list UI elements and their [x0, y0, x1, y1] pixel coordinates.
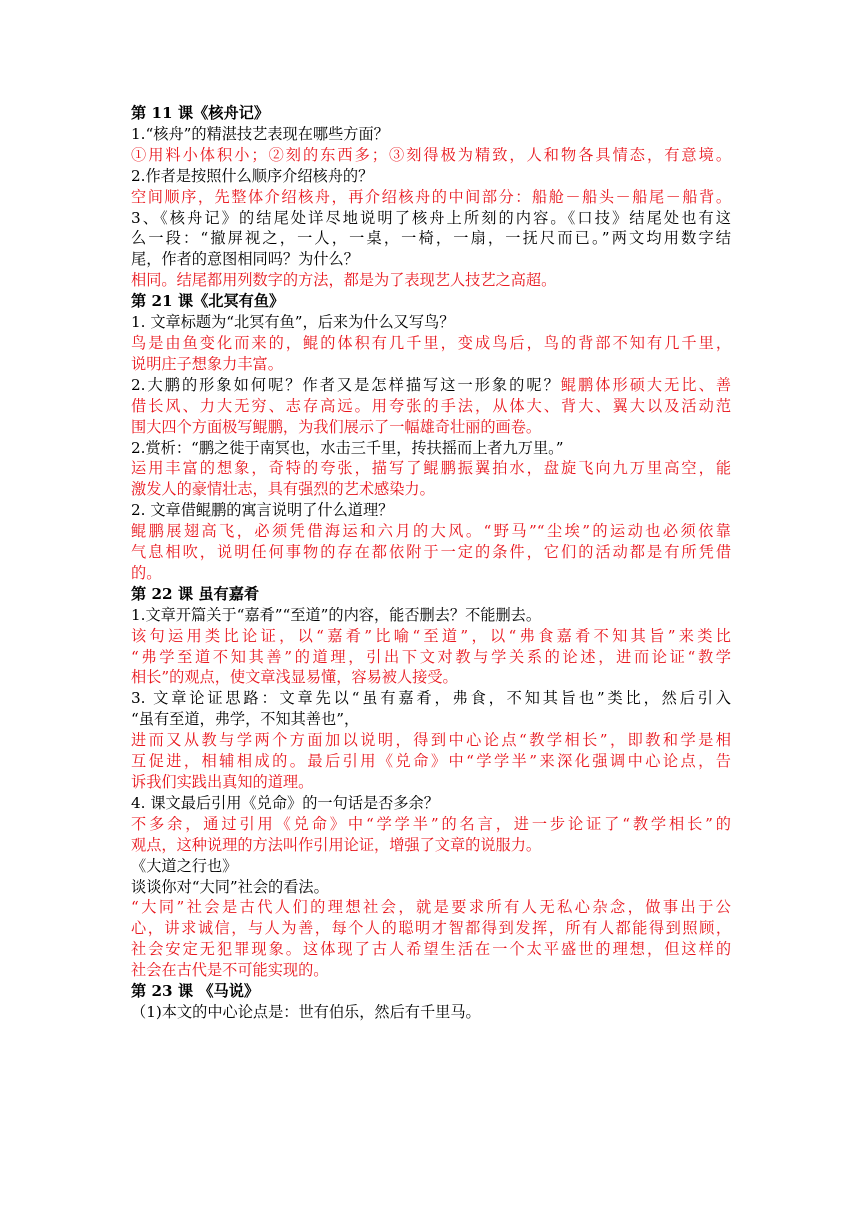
answer-text: 激发人的豪情壮志，具有强烈的艺术感染力。: [131, 480, 435, 499]
question-text: 1.“核舟”的精湛技艺表现在哪些方面？: [131, 124, 389, 143]
text-line: [131, 458, 731, 479]
text-line: [131, 375, 731, 396]
lesson-heading: [131, 291, 731, 312]
text-line: [131, 563, 731, 584]
text-line: [131, 793, 731, 814]
answer-text: 心，讲求诚信，与人为善，每个人的聪明才智都得到发挥，所有人都能得到照顾，: [131, 919, 731, 938]
lesson-heading: [131, 103, 731, 124]
text-line: [131, 333, 731, 354]
text-line: [131, 417, 731, 438]
text-line: [131, 897, 731, 918]
question-text: 1. 文章标题为“北冥有鱼”，后来为什么又写鸟？: [131, 313, 455, 332]
text-line: [131, 647, 731, 668]
answer-text: 相同。结尾都用列数字的方法，都是为了表现艺人技艺之高超。: [131, 271, 557, 290]
lesson-heading: [131, 981, 731, 1002]
text-line: [131, 772, 731, 793]
question-text: 2.赏析：“鹏之徙于南冥也，水击三千里，抟扶摇而上者九万里。”: [131, 438, 564, 457]
question-text: （1)本文的中心论点是：世有伯乐，然后有千里马。: [131, 1002, 481, 1021]
text-line: [131, 605, 731, 626]
text-line: [131, 500, 731, 521]
text-line: [131, 667, 731, 688]
text-line: [131, 960, 731, 981]
answer-text: 鲲鹏展翅高飞，必须凭借海运和六月的大风。“野马”“尘埃”的运动也必须依靠: [131, 522, 731, 541]
answer-text: ①用料小体积小；②刻的东西多；③刻得极为精致，人和物各具情态，有意境。: [131, 145, 731, 164]
answer-text: 借长风、力大无穷、志存高远。用夸张的手法，从体大、背大、翼大以及活动范: [131, 396, 731, 415]
answer-text: 进而又从教与学两个方面加以说明，得到中心论点“教学相长”，即教和学是相: [131, 731, 731, 750]
text-line: [131, 438, 731, 459]
text-line: [131, 228, 731, 249]
answer-text: 相长”的观点，使文章浅显易懂，容易被人接受。: [131, 668, 458, 687]
answer-text: 气息相吹，说明任何事物的存在都依附于一定的条件，它们的活动都是有所凭借: [131, 543, 731, 562]
question-text: 2. 文章借鲲鹏的寓言说明了什么道理？: [131, 501, 394, 520]
text-line: [131, 856, 731, 877]
answer-text: 空间顺序，先整体介绍核舟，再介绍核舟的中间部分：船舱－船头－船尾－船背。: [131, 187, 731, 206]
text-line: [131, 396, 731, 417]
text-line: [131, 521, 731, 542]
answer-text: 鲲鹏体形硕大无比、善: [560, 375, 732, 394]
answer-text: 鸟是由鱼变化而来的，鲲的体积有几千里，变成鸟后，鸟的背部不知有几千里，: [131, 333, 731, 352]
text-line: [131, 187, 731, 208]
text-line: [131, 751, 731, 772]
text-line: [131, 939, 731, 960]
text-line: [131, 709, 731, 730]
answer-text: 社会在古代是不可能实现的。: [131, 961, 329, 980]
answer-text: 不多余，通过引用《兑命》中“学学半”的名言，进一步论证了“教学相长”的: [131, 814, 731, 833]
answer-text: “弗学至道不知其善”的道理，引出下文对教与学关系的论述，进而论证“教学: [131, 647, 731, 666]
text-line: [131, 918, 731, 939]
question-text: 谈谈你对“大同”社会的看法。: [131, 877, 329, 896]
text-line: [131, 835, 731, 856]
text-line: [131, 124, 731, 145]
text-line: [131, 270, 731, 291]
text-line: [131, 354, 731, 375]
answer-text: 说明庄子想象力丰富。: [131, 354, 283, 373]
text-line: [131, 814, 731, 835]
question-text: 1.文章开篇关于“嘉肴”“至道”的内容，能否删去？不能删去。: [131, 605, 542, 624]
question-text: 第 11 课《核舟记》: [131, 104, 270, 122]
document-page: [131, 103, 731, 1023]
text-line: [131, 249, 731, 270]
answer-text: 社会安定无犯罪现象。这体现了古人希望生活在一个太平盛世的理想，但这样的: [131, 940, 731, 959]
question-text: 么一段：“撤屏视之，一人，一桌，一椅，一扇，一抚尺而已。”两文均用数字结: [131, 229, 731, 248]
answer-text: 运用丰富的想象，奇特的夸张，描写了鲲鹏振翼拍水，盘旋飞向九万里高空，能: [131, 459, 731, 478]
answer-text: 诉我们实践出真知的道理。: [131, 773, 314, 791]
text-line: [131, 312, 731, 333]
question-text: 3. 文章论证思路：文章先以“虽有嘉肴，弗食，不知其旨也”类比，然后引入: [131, 689, 731, 708]
text-line: [131, 626, 731, 647]
answer-text: 观点，这种说理的方法叫作引用论证，增强了文章的说服力。: [131, 835, 542, 854]
text-line: [131, 479, 731, 500]
question-text: 第 22 课 虽有嘉肴: [131, 584, 260, 603]
question-text: 尾，作者的意图相同吗？为什么？: [131, 250, 359, 269]
text-line: [131, 688, 731, 709]
answer-text: “大同”社会是古代人们的理想社会，就是要求所有人无私心杂念，做事出于公: [131, 898, 731, 917]
question-text: 第 23 课 《马说》: [131, 982, 260, 1001]
text-line: [131, 877, 731, 898]
text-line: [131, 542, 731, 563]
text-line: [131, 208, 731, 229]
text-line: [131, 1002, 731, 1023]
question-text: 2.作者是按照什么顺序介绍核舟的？: [131, 166, 374, 185]
answer-text: 互促进，相辅相成的。最后引用《兑命》中“学学半”来深化强调中心论点，告: [131, 752, 731, 771]
text-line: [131, 145, 731, 166]
question-text: 第 21 课《北冥有鱼》: [131, 292, 285, 311]
question-text: 4. 课文最后引用《兑命》的一句话是否多余？: [131, 793, 439, 812]
text-line: [131, 730, 731, 751]
answer-text: 围大四个方面极写鲲鹏，为我们展示了一幅雄奇壮丽的画卷。: [131, 417, 542, 436]
question-text: 《大道之行也》: [131, 856, 238, 875]
lesson-heading: [131, 584, 731, 605]
answer-text: 的。: [131, 563, 162, 582]
question-text: “虽有至道，弗学，不知其善也”，: [131, 710, 360, 729]
question-text: 3、《核舟记》的结尾处详尽地说明了核舟上所刻的内容。《口技》结尾处也有这: [131, 208, 731, 227]
question-text: 2.大鹏的形象如何呢？作者又是怎样描写这一形象的呢？: [131, 375, 561, 394]
answer-text: 该句运用类比论证，以“嘉肴”比喻“至道”，以“弗食嘉肴不知其旨”来类比: [131, 626, 731, 645]
text-line: [131, 166, 731, 187]
